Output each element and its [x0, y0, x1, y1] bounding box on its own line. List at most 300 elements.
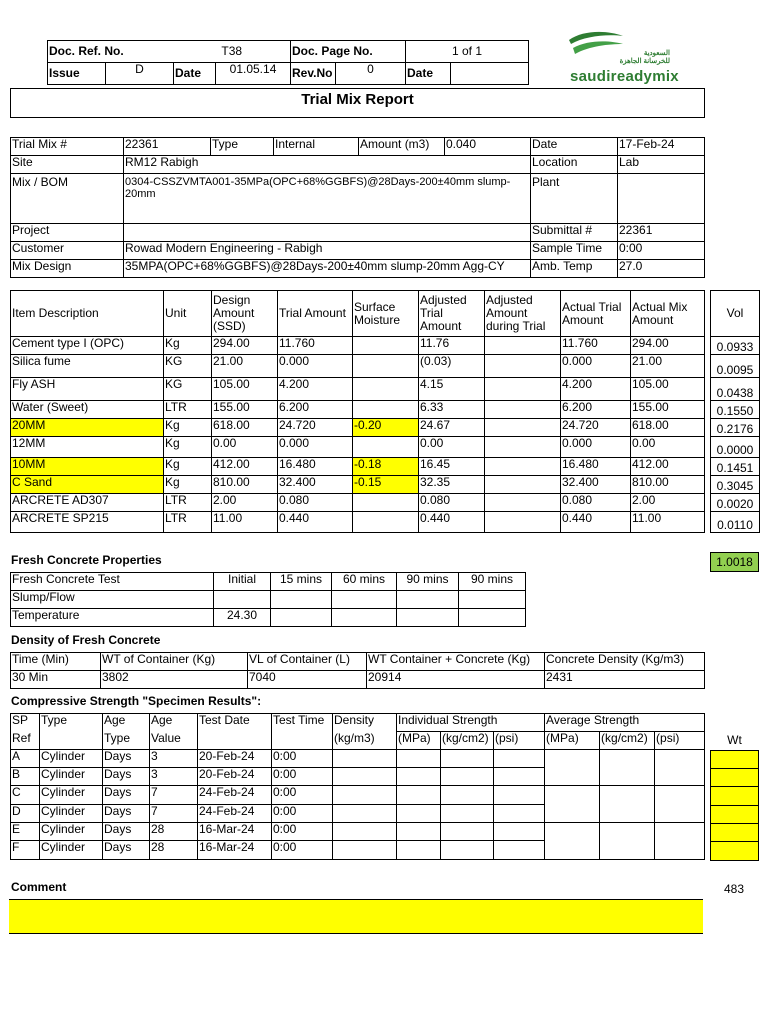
issue-value: D: [106, 63, 174, 85]
specimen-cell: 0:00: [272, 841, 333, 860]
date-value: 01.05.14: [216, 63, 291, 85]
item-adj-during: [485, 355, 561, 378]
specimen-cell: E: [11, 823, 40, 841]
item-row: [11, 476, 705, 494]
item-design: 0.00: [212, 437, 278, 458]
rev-value: 0: [336, 63, 406, 85]
vol-value: 0.1451: [711, 458, 760, 476]
item-adj: 6.33: [419, 401, 485, 419]
item-moist: [353, 337, 419, 355]
density-table: [10, 652, 705, 689]
item-adj-during: [485, 378, 561, 401]
item-unit: Kg: [164, 419, 212, 437]
item-row: [11, 437, 705, 458]
item-actual-trial: 24.720: [561, 419, 631, 437]
logo-arabic: السعودية للخرسانة الجاهزة: [619, 50, 670, 65]
item-adj-during: [485, 437, 561, 458]
specimen-cell: 0:00: [272, 750, 333, 768]
specimen-cell: 0:00: [272, 768, 333, 786]
fresh-cell: [459, 591, 526, 609]
doc-page-value: 1 of 1: [406, 41, 529, 63]
item-actual-trial: 16.480: [561, 458, 631, 476]
item-unit: Kg: [164, 337, 212, 355]
specimen-cell: Cylinder: [40, 823, 103, 841]
specimen-cell: [333, 823, 397, 841]
average-cell: [655, 750, 705, 786]
specimen-cell: [441, 750, 494, 768]
item-moist: [353, 512, 419, 533]
doc-header-table: [47, 40, 529, 85]
item-row: [11, 512, 705, 533]
item-design: 412.00: [212, 458, 278, 476]
item-adj: 0.080: [419, 494, 485, 512]
specimen-cell: Days: [103, 805, 150, 823]
specimen-cell: 20-Feb-24: [198, 768, 272, 786]
specimen-cell: [397, 750, 441, 768]
specimen-cell: 20-Feb-24: [198, 750, 272, 768]
specimen-cell: [441, 805, 494, 823]
item-adj: 32.35: [419, 476, 485, 494]
item-design: 294.00: [212, 337, 278, 355]
mix-items-table: [10, 290, 705, 533]
density-value: 2431: [545, 671, 705, 689]
mix-design-value: 35MPA(OPC+68%GGBFS)@28Days-200±40mm slump-20mm Agg-CY: [124, 260, 531, 278]
specimen-cell: 0:00: [272, 823, 333, 841]
item-actual-mix: 2.00: [631, 494, 705, 512]
specimen-cell: B: [11, 768, 40, 786]
item-moist: [353, 494, 419, 512]
vol-table: [710, 290, 760, 533]
item-row: [11, 378, 705, 401]
item-moist: [353, 401, 419, 419]
specimen-cell: 3: [150, 750, 198, 768]
item-adj-during: [485, 476, 561, 494]
item-trial: 16.480: [278, 458, 353, 476]
item-unit: Kg: [164, 476, 212, 494]
sample-time-label: Sample Time: [531, 242, 618, 260]
item-desc: ARCRETE SP215: [11, 512, 164, 533]
sh-sp: SP: [11, 714, 40, 732]
item-adj: 0.440: [419, 512, 485, 533]
sh-type: Type: [40, 714, 103, 732]
item-actual-mix: 294.00: [631, 337, 705, 355]
item-adj-during: [485, 337, 561, 355]
wt-cell[interactable]: [710, 805, 759, 824]
fresh-cell: [271, 609, 332, 627]
specimen-cell: Cylinder: [40, 841, 103, 860]
specimen-cell: 16-Mar-24: [198, 823, 272, 841]
item-moist: -0.20: [353, 419, 419, 437]
item-design: 11.00: [212, 512, 278, 533]
item-adj: 0.00: [419, 437, 485, 458]
specimen-cell: [333, 805, 397, 823]
item-row: [11, 419, 705, 437]
item-adj: (0.03): [419, 355, 485, 378]
fresh-cell: Slump/Flow: [11, 591, 214, 609]
sh2-ind-kgcm2: (kg/cm2): [441, 732, 494, 750]
sh-age: Age: [103, 714, 150, 732]
average-cell: [600, 823, 655, 860]
specimen-cell: 7: [150, 805, 198, 823]
item-adj: 24.67: [419, 419, 485, 437]
type-label: Type: [211, 138, 274, 156]
fresh-cell: Temperature: [11, 609, 214, 627]
amb-temp-label: Amb. Temp: [531, 260, 618, 278]
item-actual-mix: 810.00: [631, 476, 705, 494]
sh2-ref: Ref: [11, 732, 40, 750]
doc-page-label: Doc. Page No.: [291, 41, 406, 63]
average-cell: [655, 786, 705, 823]
customer-value: Rowad Modern Engineering - Rabigh: [124, 242, 531, 260]
specimen-cell: F: [11, 841, 40, 860]
date-label: Date: [174, 63, 216, 85]
item-actual-trial: 11.760: [561, 337, 631, 355]
strength-title: Compressive Strength "Specimen Results":: [11, 694, 262, 708]
specimen-cell: Days: [103, 823, 150, 841]
item-actual-trial: 0.000: [561, 355, 631, 378]
customer-label: Customer: [11, 242, 124, 260]
item-unit: LTR: [164, 401, 212, 419]
sh-density: Density: [333, 714, 397, 732]
specimen-cell: [494, 841, 545, 860]
specimen-row: [11, 786, 705, 805]
item-desc: C Sand: [11, 476, 164, 494]
average-cell: [545, 823, 600, 860]
item-desc: 10MM: [11, 458, 164, 476]
plant-value: [618, 174, 705, 224]
submittal-value: 22361: [618, 224, 705, 242]
fresh-row: [11, 591, 526, 609]
specimen-cell: 0:00: [272, 805, 333, 823]
item-desc: Water (Sweet): [11, 401, 164, 419]
item-actual-mix: 105.00: [631, 378, 705, 401]
col-unit: Unit: [164, 291, 212, 337]
item-adj-during: [485, 512, 561, 533]
item-unit: KG: [164, 378, 212, 401]
specimen-cell: Cylinder: [40, 805, 103, 823]
specimen-cell: [494, 786, 545, 805]
specimen-cell: 3: [150, 768, 198, 786]
item-trial: 0.000: [278, 355, 353, 378]
fresh-h-90a: 90 mins: [397, 573, 459, 591]
specimen-cell: [441, 786, 494, 805]
logo-swoosh-icon: [565, 28, 625, 62]
location-label: Location: [531, 156, 618, 174]
item-trial: 24.720: [278, 419, 353, 437]
trial-mix-value: 22361: [124, 138, 211, 156]
fresh-table: [10, 572, 526, 627]
item-desc: 12MM: [11, 437, 164, 458]
vol-value: 0.0095: [711, 355, 760, 378]
fresh-h-90b: 90 mins: [459, 573, 526, 591]
item-adj: 11.76: [419, 337, 485, 355]
specimen-cell: 7: [150, 786, 198, 805]
density-h-time: Time (Min): [11, 653, 101, 671]
item-moist: -0.18: [353, 458, 419, 476]
sh2-type: [40, 732, 103, 750]
strength-table: [10, 713, 705, 860]
item-trial: 0.000: [278, 437, 353, 458]
item-design: 2.00: [212, 494, 278, 512]
items-header-row: [11, 291, 705, 337]
fresh-h-15: 15 mins: [271, 573, 332, 591]
col-design: Design Amount (SSD): [212, 291, 278, 337]
specimen-cell: D: [11, 805, 40, 823]
type-value: Internal: [274, 138, 359, 156]
specimen-cell: [333, 786, 397, 805]
report-title: Trial Mix Report: [301, 91, 414, 108]
comment-side-number: 483: [724, 882, 745, 896]
specimen-cell: [397, 768, 441, 786]
specimen-cell: 16-Mar-24: [198, 841, 272, 860]
item-row: [11, 494, 705, 512]
fresh-cell: [459, 609, 526, 627]
doc-ref-label: Doc. Ref. No.: [48, 41, 174, 63]
item-desc: Silica fume: [11, 355, 164, 378]
item-adj-during: [485, 401, 561, 419]
sh-test-time: Test Time: [272, 714, 333, 732]
specimen-cell: 24-Feb-24: [198, 805, 272, 823]
vol-value: 0.0110: [711, 512, 760, 533]
sample-time-value: 0:00: [618, 242, 705, 260]
date2-value: [451, 63, 529, 85]
fresh-cell: [397, 591, 459, 609]
item-row: [11, 458, 705, 476]
comment-label: Comment: [11, 880, 67, 894]
sh2-avg-mpa: (MPa): [545, 732, 600, 750]
item-unit: KG: [164, 355, 212, 378]
average-cell: [600, 750, 655, 786]
specimen-cell: [397, 805, 441, 823]
fresh-h-60: 60 mins: [332, 573, 397, 591]
issue-label: Issue: [48, 63, 106, 85]
item-unit: Kg: [164, 437, 212, 458]
project-label: Project: [11, 224, 124, 242]
item-unit: LTR: [164, 494, 212, 512]
specimen-cell: Cylinder: [40, 786, 103, 805]
comment-box[interactable]: [9, 899, 703, 934]
specimen-cell: C: [11, 786, 40, 805]
item-trial: 0.080: [278, 494, 353, 512]
item-actual-mix: 412.00: [631, 458, 705, 476]
density-wtc: 20914: [367, 671, 545, 689]
fresh-h-test: Fresh Concrete Test: [11, 573, 214, 591]
item-design: 105.00: [212, 378, 278, 401]
col-actual-trial: Actual Trial Amount: [561, 291, 631, 337]
density-time: 30 Min: [11, 671, 101, 689]
fresh-h-initial: Initial: [214, 573, 271, 591]
item-adj-during: [485, 494, 561, 512]
specimen-cell: [397, 841, 441, 860]
specimen-row: [11, 750, 705, 768]
vol-value: 0.3045: [711, 476, 760, 494]
fresh-row: [11, 609, 526, 627]
sh2-age-type: Type: [103, 732, 150, 750]
vol-header: Vol: [711, 291, 760, 337]
item-moist: [353, 378, 419, 401]
sh2-ind-mpa: (MPa): [397, 732, 441, 750]
fresh-cell: [271, 591, 332, 609]
specimen-cell: [397, 823, 441, 841]
sh2-kgm3: (kg/m3): [333, 732, 397, 750]
item-unit: LTR: [164, 512, 212, 533]
specimen-cell: 28: [150, 823, 198, 841]
fresh-cell: [397, 609, 459, 627]
specimen-cell: 0:00: [272, 786, 333, 805]
vol-value: 0.0000: [711, 437, 760, 458]
average-cell: [600, 786, 655, 823]
item-actual-mix: 0.00: [631, 437, 705, 458]
item-actual-mix: 21.00: [631, 355, 705, 378]
density-title: Density of Fresh Concrete: [11, 633, 161, 647]
mix-label: Mix / BOM: [11, 174, 124, 224]
specimen-cell: [441, 841, 494, 860]
vol-value: 0.2176: [711, 419, 760, 437]
col-adjusted-during: Adjusted Amount during Trial: [485, 291, 561, 337]
item-actual-trial: 0.000: [561, 437, 631, 458]
sh-test-date: Test Date: [198, 714, 272, 732]
specimen-cell: [333, 768, 397, 786]
item-row: [11, 401, 705, 419]
sh2-avg-psi: (psi): [655, 732, 705, 750]
item-design: 810.00: [212, 476, 278, 494]
item-moist: [353, 355, 419, 378]
doc-ref-value: T38: [174, 41, 291, 63]
item-desc: Fly ASH: [11, 378, 164, 401]
site-value: RM12 Rabigh: [124, 156, 531, 174]
density-h-vl: VL of Container (L): [248, 653, 367, 671]
amb-temp-value: 27.0: [618, 260, 705, 278]
submittal-label: Submittal #: [531, 224, 618, 242]
project-value: [124, 224, 531, 242]
wt-cell[interactable]: [710, 750, 759, 769]
item-trial: 6.200: [278, 401, 353, 419]
density-h-density: Concrete Density (Kg/m3): [545, 653, 705, 671]
item-trial: 11.760: [278, 337, 353, 355]
vol-value: 0.0438: [711, 378, 760, 401]
sh2-date: [198, 732, 272, 750]
specimen-cell: [333, 841, 397, 860]
col-trial: Trial Amount: [278, 291, 353, 337]
item-trial: 32.400: [278, 476, 353, 494]
specimen-cell: [441, 768, 494, 786]
item-actual-mix: 155.00: [631, 401, 705, 419]
specimen-cell: [494, 823, 545, 841]
specimen-cell: [441, 823, 494, 841]
col-item-desc: Item Description: [11, 291, 164, 337]
density-wt: 3802: [101, 671, 248, 689]
location-value: Lab: [618, 156, 705, 174]
item-design: 21.00: [212, 355, 278, 378]
specimen-cell: Days: [103, 786, 150, 805]
specimen-cell: Cylinder: [40, 768, 103, 786]
specimen-cell: [333, 750, 397, 768]
trial-info-table: [10, 137, 705, 278]
fresh-cell: [332, 591, 397, 609]
item-trial: 0.440: [278, 512, 353, 533]
item-actual-mix: 11.00: [631, 512, 705, 533]
date-info-label: Date: [531, 138, 618, 156]
site-label: Site: [11, 156, 124, 174]
specimen-cell: Days: [103, 841, 150, 860]
date-info-value: 17-Feb-24: [618, 138, 705, 156]
item-actual-trial: 0.440: [561, 512, 631, 533]
specimen-cell: Days: [103, 750, 150, 768]
specimen-row: [11, 823, 705, 841]
specimen-cell: [494, 768, 545, 786]
col-moisture: Surface Moisture: [353, 291, 419, 337]
item-desc: ARCRETE AD307: [11, 494, 164, 512]
specimen-cell: A: [11, 750, 40, 768]
wt-cell[interactable]: [710, 841, 759, 861]
wt-cell[interactable]: [710, 768, 759, 787]
vol-value: 0.1550: [711, 401, 760, 419]
item-row: [11, 355, 705, 378]
fresh-title: Fresh Concrete Properties: [11, 553, 162, 567]
fresh-cell: 24.30: [214, 609, 271, 627]
item-adj: 16.45: [419, 458, 485, 476]
col-actual-mix: Actual Mix Amount: [631, 291, 705, 337]
average-cell: [545, 786, 600, 823]
wt-label: Wt: [727, 733, 742, 747]
item-unit: Kg: [164, 458, 212, 476]
item-trial: 4.200: [278, 378, 353, 401]
rev-label: Rev.No: [291, 63, 336, 85]
density-vl: 7040: [248, 671, 367, 689]
specimen-cell: [397, 786, 441, 805]
fresh-cell: [332, 609, 397, 627]
vol-value: 0.0933: [711, 337, 760, 355]
sh2-time: [272, 732, 333, 750]
density-h-wt: WT of Container (Kg): [101, 653, 248, 671]
fresh-cell: [214, 591, 271, 609]
specimen-cell: [494, 805, 545, 823]
sh-average: Average Strength: [545, 714, 705, 732]
item-actual-trial: 32.400: [561, 476, 631, 494]
amount-value: 0.040: [445, 138, 531, 156]
specimen-cell: [494, 750, 545, 768]
item-adj: 4.15: [419, 378, 485, 401]
mix-design-label: Mix Design: [11, 260, 124, 278]
logo-text: saudireadymix: [570, 68, 679, 85]
specimen-cell: 28: [150, 841, 198, 860]
item-adj-during: [485, 458, 561, 476]
date2-label: Date: [406, 63, 451, 85]
item-moist: [353, 437, 419, 458]
wt-cell[interactable]: [710, 823, 759, 842]
item-actual-trial: 4.200: [561, 378, 631, 401]
specimen-cell: Days: [103, 768, 150, 786]
sh2-avg-kgcm2: (kg/cm2): [600, 732, 655, 750]
item-moist: -0.15: [353, 476, 419, 494]
sh-age2: Age: [150, 714, 198, 732]
sh2-ind-psi: (psi): [494, 732, 545, 750]
item-actual-mix: 618.00: [631, 419, 705, 437]
report-title-box: [10, 88, 705, 118]
specimen-cell: 24-Feb-24: [198, 786, 272, 805]
item-actual-trial: 6.200: [561, 401, 631, 419]
sh-individual: Individual Strength: [397, 714, 545, 732]
item-row: [11, 337, 705, 355]
item-adj-during: [485, 419, 561, 437]
sh2-age-value: Value: [150, 732, 198, 750]
wt-cell[interactable]: [710, 786, 759, 806]
item-desc: Cement type I (OPC): [11, 337, 164, 355]
item-desc: 20MM: [11, 419, 164, 437]
plant-label: Plant: [531, 174, 618, 224]
average-cell: [655, 823, 705, 860]
vol-value: 0.0020: [711, 494, 760, 512]
